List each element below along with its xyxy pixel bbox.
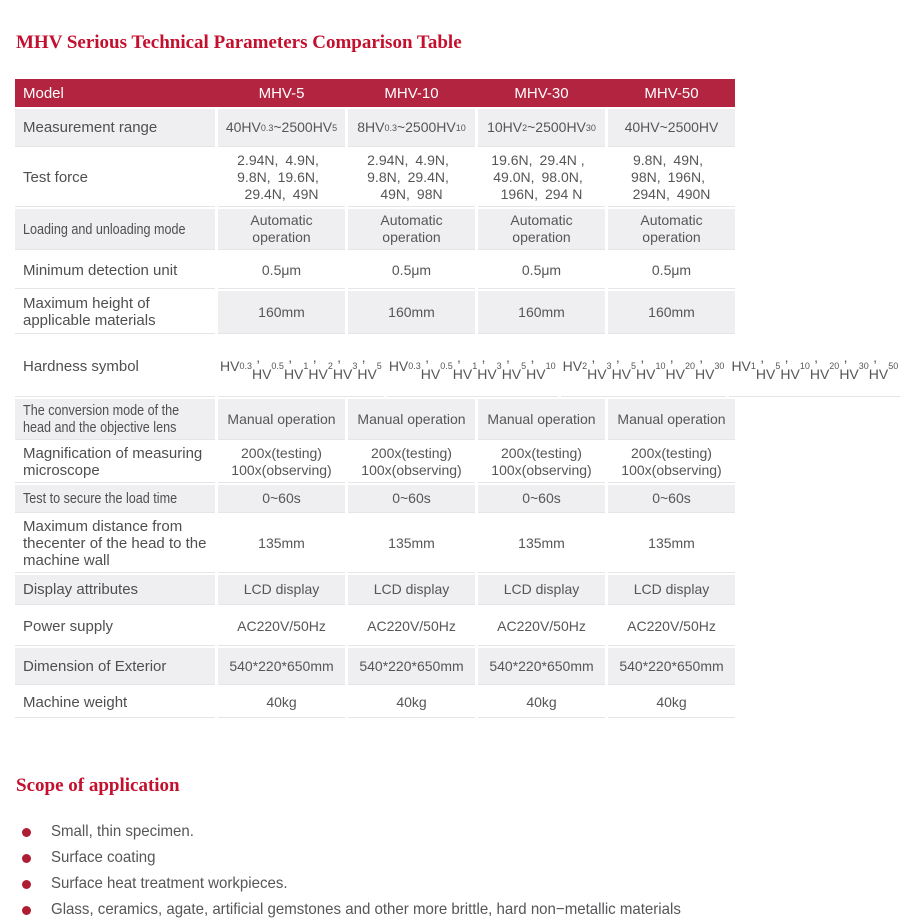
scope-list (15, 819, 750, 923)
param-label: Machine weight (15, 687, 215, 718)
column-header: MHV-50 (644, 84, 699, 102)
column-header: MHV-30 (514, 84, 569, 102)
table-row (15, 515, 735, 573)
param-value: LCD display (218, 575, 345, 605)
param-value: 0.5μm (478, 252, 605, 289)
param-value: 40HV 0.3 ~2500HV 5 (218, 109, 345, 147)
table-row (15, 442, 735, 483)
param-value: LCD display (608, 575, 735, 605)
param-label: Display attributes (15, 575, 215, 605)
param-value: LCD display (348, 575, 475, 605)
param-value: 40kg (348, 687, 475, 718)
param-value: 40kg (218, 687, 345, 718)
table-row (15, 291, 735, 334)
scope-item (15, 871, 750, 897)
table-row (15, 252, 735, 289)
param-value: 135mm (478, 515, 605, 573)
table-row (15, 485, 735, 513)
param-value: HV 1 , HV 5 , HV 10 , HV 20 , HV 30 , HV 50 (729, 336, 900, 397)
param-value: 0~60s (348, 485, 475, 513)
scope-item (15, 845, 750, 871)
param-value: 540*220*650mm (478, 648, 605, 685)
table-row (15, 109, 735, 147)
scope-item-text: Small, thin specimen. (51, 823, 194, 840)
spec-table (15, 79, 899, 718)
param-label: Loading and unloading mode (15, 209, 215, 250)
param-value: HV 0.3 , HV 0.5 , HV 1 , HV 2 , HV 3 , HV 5 (218, 336, 384, 397)
param-value: 0.5μm (218, 252, 345, 289)
param-value: 160mm (218, 291, 345, 334)
table-body (15, 109, 899, 718)
param-value: 2.94N, 4.9N, 9.8N, 19.6N, 29.4N, 49N (218, 149, 345, 207)
param-value: Manual operation (348, 399, 475, 440)
param-value: AC220V/50Hz (348, 607, 475, 646)
table-row (15, 607, 735, 646)
table-row (15, 149, 735, 207)
param-value: HV 2 , HV 3 , HV 5 , HV 10 , HV 20 , HV 30 (561, 336, 727, 397)
bullet-icon (22, 906, 31, 915)
param-value: Automatic operation (348, 209, 475, 250)
param-value: 200x(testing) 100x(observing) (348, 442, 475, 483)
param-value: Manual operation (218, 399, 345, 440)
param-value: AC220V/50Hz (218, 607, 345, 646)
table-row (15, 687, 735, 718)
param-value: 135mm (348, 515, 475, 573)
param-label: Measurement range (15, 109, 215, 147)
scope-item-text: Surface coating (51, 849, 156, 866)
param-label: The conversion mode of the head and the objective lens (15, 399, 215, 440)
page-title: MHV Serious Technical Parameters Comparison Table (16, 32, 462, 53)
param-value: 9.8N, 49N, 98N, 196N, 294N, 490N (608, 149, 735, 207)
model-header-cell: Model (23, 84, 64, 102)
param-value: Automatic operation (608, 209, 735, 250)
param-value: 10HV 2 ~2500HV 30 (478, 109, 605, 147)
param-value: 135mm (218, 515, 345, 573)
scope-heading: Scope of application (16, 775, 180, 796)
param-value: 200x(testing) 100x(observing) (478, 442, 605, 483)
param-value: 160mm (478, 291, 605, 334)
param-value: Manual operation (608, 399, 735, 440)
param-label: Test force (15, 149, 215, 207)
param-value: 200x(testing) 100x(observing) (608, 442, 735, 483)
param-value: HV 0.3 , HV 0.5 , HV 1 , HV 3 , HV 5 , HV 10 (387, 336, 558, 397)
bullet-icon (22, 828, 31, 837)
param-label: Maximum distance from thecenter of the head to the machine wall (15, 515, 215, 573)
scope-item-text: Glass, ceramics, agate, artificial gemstones and other more brittle, hard non−metallic materials (51, 901, 681, 918)
param-value: 160mm (608, 291, 735, 334)
param-value: 540*220*650mm (608, 648, 735, 685)
param-label: Maximum height of applicable materials (15, 291, 215, 334)
param-label: Dimension of Exterior (15, 648, 215, 685)
param-value: 0~60s (608, 485, 735, 513)
param-value: 540*220*650mm (218, 648, 345, 685)
param-value: 40kg (608, 687, 735, 718)
param-value: 0~60s (218, 485, 345, 513)
param-value: 0.5μm (608, 252, 735, 289)
param-value: AC220V/50Hz (608, 607, 735, 646)
param-value: Automatic operation (218, 209, 345, 250)
column-header: MHV-5 (258, 84, 305, 102)
param-value: Automatic operation (478, 209, 605, 250)
param-label: Magnification of measuring microscope (15, 442, 215, 483)
bullet-icon (22, 880, 31, 889)
param-value: 8HV 0.3 ~2500HV 10 (348, 109, 475, 147)
table-row (15, 209, 735, 250)
param-value: 19.6N, 29.4N , 49.0N, 98.0N, 196N, 294 N (478, 149, 605, 207)
scope-item (15, 819, 750, 845)
table-row (15, 336, 899, 397)
table-row (15, 399, 735, 440)
param-value: 2.94N, 4.9N, 9.8N, 29.4N, 49N, 98N (348, 149, 475, 207)
param-value: Manual operation (478, 399, 605, 440)
param-label: Minimum detection unit (15, 252, 215, 289)
column-header: MHV-10 (384, 84, 439, 102)
param-value: 0.5μm (348, 252, 475, 289)
param-value: 40kg (478, 687, 605, 718)
table-row (15, 648, 735, 685)
param-value: 40HV~2500HV (608, 109, 735, 147)
scope-item (15, 897, 750, 923)
param-value: LCD display (478, 575, 605, 605)
table-row (15, 575, 735, 605)
param-value: AC220V/50Hz (478, 607, 605, 646)
param-label: Test to secure the load time (15, 485, 215, 513)
param-value: 135mm (608, 515, 735, 573)
param-value: 540*220*650mm (348, 648, 475, 685)
param-value: 200x(testing) 100x(observing) (218, 442, 345, 483)
param-value: 160mm (348, 291, 475, 334)
scope-item-text: Surface heat treatment workpieces. (51, 875, 288, 892)
bullet-icon (22, 854, 31, 863)
param-value: 0~60s (478, 485, 605, 513)
table-header (15, 79, 735, 107)
param-label: Power supply (15, 607, 215, 646)
param-label: Hardness symbol (15, 336, 215, 397)
